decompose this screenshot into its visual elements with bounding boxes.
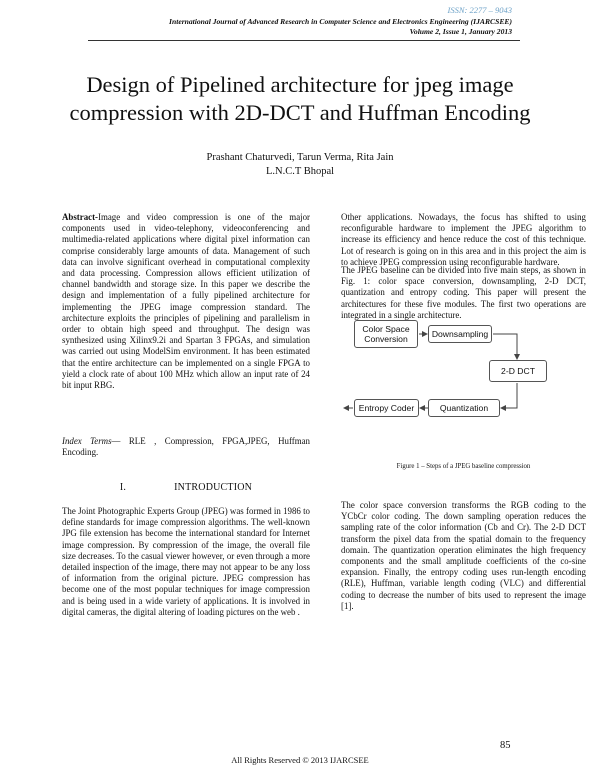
abstract xyxy=(62,212,310,391)
affiliation: L.N.C.T Bhopal xyxy=(265,166,335,177)
right-text-2: The JPEG baseline can be divided into five main steps, as shown in Fig. 1: color space conversion, downsampling, 2-D DCT, quantization and entropy coding. This paper will present the architectures for these five modules. The first two operations are integrated in a single architecture. xyxy=(341,265,586,320)
copyright: All Rights Reserved © 2013 IJARCSEE xyxy=(231,755,369,765)
abstract-text: Image and video compression is one of the major components used in video-telephony, videoconferencing and multimedia-related applications where digital pixel information can comprise considerably large amounts of data. Management of such data can involve significant overhead in computational complexity and data processing. Compression allows efficient utilization of channel bandwidth and storage size. In this paper we describe the design and implementation of a fully pipelined architecture for implementing the JPEG image compression standard. The architecture exploits the principles of pipelining and parallelism in order to obtain high speed and throughput. The design was synthesized using Xilinx9.2i and Spartan 3 FPGAs, and simulation was carried out using ModelSim environment. It has been estimated that the entire architecture can be implemented on a single FPGA to yield a clock rate of about 100 MHz which allow an input rate of 24 bit input RBG. xyxy=(62,212,310,391)
journal-name: International Journal of Advanced Research in Computer Science and Electronics Engineering (IJARCSEE) xyxy=(169,17,512,26)
section-number: I. xyxy=(119,482,127,493)
index-terms-text: — RLE , Compression, FPGA,JPEG, Huffman Encoding. xyxy=(62,436,310,458)
index-terms xyxy=(62,436,310,458)
arrow-down-to-dct xyxy=(493,334,517,359)
paper-title xyxy=(40,71,560,127)
index-terms-label: Index Terms xyxy=(62,436,112,446)
authors-block xyxy=(40,151,560,179)
authors: Prashant Chaturvedi, Tarun Verma, Rita Jain xyxy=(206,152,394,163)
box-downsampling: Downsampling xyxy=(428,325,492,343)
title-line-2: compression with 2D-DCT and Huffman Encoding xyxy=(69,100,531,125)
box-quantization: Quantization xyxy=(428,399,500,417)
intro-paragraph xyxy=(62,506,310,618)
right-paragraph-3 xyxy=(341,500,586,612)
title-line-1: Design of Pipelined architecture for jpeg image xyxy=(86,72,514,97)
figure-1-diagram xyxy=(341,312,586,452)
box-csc-line2: Conversion xyxy=(364,334,408,344)
header-rule xyxy=(88,40,520,41)
issn: ISSN: 2277 – 9043 xyxy=(447,5,512,15)
right-text-3: The color space conversion transforms the RGB coding to the YCbCr color coding. The down sampling operation reduces the sampling rate of the color information (Cb and Cr). The 2-D DCT transform the pixel data from the spatial domain to the frequency domain. The quantization operation eliminates the high frequency components and the small amplitude coefficients of the co-sine expansion. Finally, the entropy coding uses run-length encoding (RLE), Huffman, variable length coding (VLC) and differential coding to decrease the number of bits used to represent the image [1]. xyxy=(341,500,586,611)
section-heading xyxy=(62,482,310,493)
abstract-label: Abstract- xyxy=(62,212,98,222)
box-color-space-conversion xyxy=(354,320,418,348)
box-csc-line1: Color Space xyxy=(362,324,410,334)
figure-caption: Figure 1 – Steps of a JPEG baseline compression xyxy=(396,463,531,470)
journal-volume: Volume 2, Issue 1, January 2013 xyxy=(409,27,512,36)
right-text-1: Other applications. Nowadays, the focus has shifted to using reconfigurable hardware to implement the JPEG algorithm to increase its efficiency and hence reduce the cost of this technique. Lot of research is going on in this area and in this project the aim is to achieve JPEG compression using reconfigurable hardware. xyxy=(341,212,586,267)
intro-text: The Joint Photographic Experts Group (JPEG) was formed in 1986 to define standards for image compression algorithms. The well-known JPG file extension has become the international standard for Internet image compression. By compression of the image, the overall file size decreases. To the casual viewer however, or even through a more detailed inspection of the image, there may not appear to be any loss of information from the original picture. JPEG compression has become one of the most popular techniques for image compression and is being used in a wide variety of applications. It is involved in digital cameras, the digital altering of loading pictures on the web . xyxy=(62,506,310,617)
section-title: INTRODUCTION xyxy=(174,482,253,493)
arrow-dct-to-quant xyxy=(501,383,517,408)
page-number: 85 xyxy=(500,740,511,751)
box-2d-dct: 2-D DCT xyxy=(489,360,547,382)
journal-header xyxy=(169,17,512,37)
box-entropy-coder: Entropy Coder xyxy=(354,399,419,417)
right-paragraph-1 xyxy=(341,212,586,268)
